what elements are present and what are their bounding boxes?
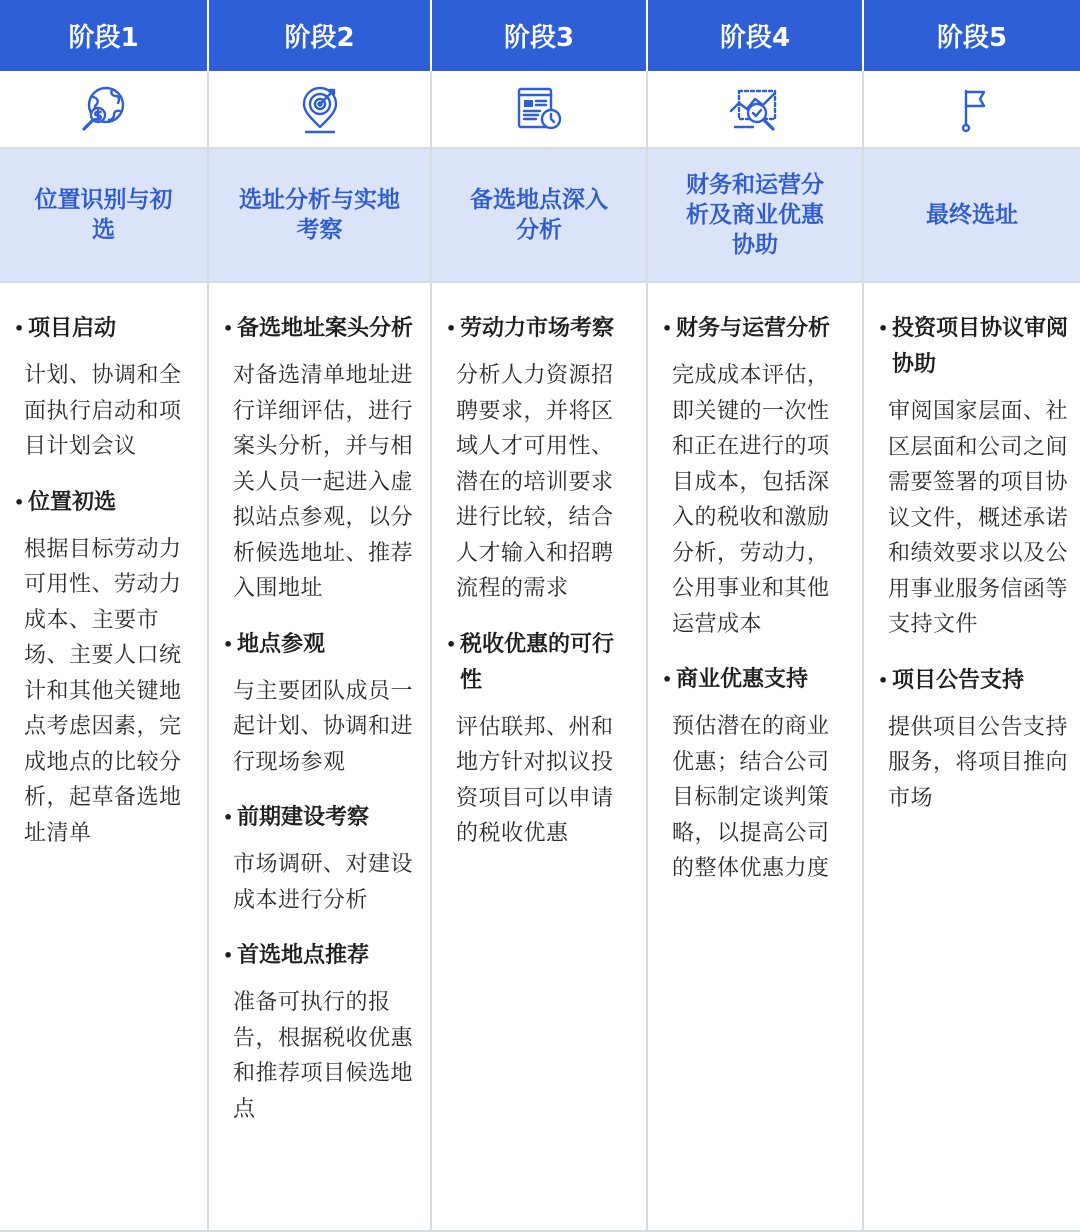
item-title: • 项目启动 (14, 311, 195, 347)
stage-1-icon-cell (0, 71, 209, 149)
item-title: • 投资项目协议审阅协助 (878, 311, 1068, 383)
item-title: • 商业优惠支持 (662, 662, 850, 698)
item-text: 对备选清单地址进行详细评估，进行案头分析，并与相关人员一起进入虚拟站点参观，以分析候选地址、推荐入围地址 (233, 363, 414, 601)
item-text: 根据目标劳动力可用性、劳动力成本、主要市场、主要人口统计和其他关键地点考虑因素，完成地点的比较分析，起草备选地址清单 (24, 536, 182, 846)
stage-3-title: 备选地点深入分析 (432, 149, 648, 283)
item-text: 计划、协调和全面执行启动和项目计划会议 (24, 363, 182, 459)
list-item (446, 311, 634, 607)
list-item (14, 311, 195, 465)
stage-1-title: 位置识别与初选 (0, 149, 209, 283)
flag-icon (944, 81, 1000, 137)
stage-2-header: 阶段2 (209, 0, 432, 71)
item-title: • 备选地址案头分析 (223, 311, 418, 347)
item-text: 预估潜在的商业优惠；结合公司目标制定谈判策略，以提高公司的整体优惠力度 (672, 714, 830, 881)
item-title: • 前期建设考察 (223, 800, 418, 836)
item-title: • 项目公告支持 (878, 663, 1068, 699)
report-clock-icon (511, 81, 567, 137)
item-text: 分析人力资源招聘要求，并将区域人才可用性、潜在的培训要求进行比较，结合人才输入和招聘流程的需求 (456, 363, 614, 601)
stage-5-header: 阶段5 (864, 0, 1080, 71)
list-item (223, 938, 418, 1127)
stage-5-title: 最终选址 (864, 149, 1080, 283)
item-title: • 劳动力市场考察 (446, 311, 634, 347)
list-item (14, 485, 195, 852)
stage-4-icon-cell (648, 71, 864, 149)
stage-3-header: 阶段3 (432, 0, 648, 71)
stage-4-content (648, 283, 864, 1232)
item-title: • 位置初选 (14, 485, 195, 521)
list-item (662, 311, 850, 642)
stage-4-title: 财务和运营分析及商业优惠协助 (648, 149, 864, 283)
stage-3-icon-cell (432, 71, 648, 149)
stage-2-icon-cell (209, 71, 432, 149)
item-text: 评估联邦、州和地方针对拟议投资项目可以申请的税收优惠 (456, 714, 614, 846)
stage-1-header: 阶段1 (0, 0, 209, 71)
item-text: 完成成本评估，即关键的一次性和正在进行的项目成本，包括深入的税收和激励分析，劳动力，公用事业和其他运营成本 (672, 363, 830, 637)
stage-5-icon-cell (864, 71, 1080, 149)
item-title: • 首选地点推荐 (223, 938, 418, 974)
target-pin-icon (292, 81, 348, 137)
item-title: • 税收优惠的可行性 (446, 627, 634, 699)
list-item (878, 311, 1068, 643)
list-item (223, 800, 418, 918)
item-title: • 地点参观 (223, 627, 418, 663)
stage-5-content (864, 283, 1080, 1232)
list-item (662, 662, 850, 887)
item-title: • 财务与运营分析 (662, 311, 850, 347)
stage-1-content (0, 283, 209, 1232)
item-text: 审阅国家层面、社区层面和公司之间需要签署的项目协议文件，概述承诺和绩效要求以及公用事业服务信函等支持文件 (888, 399, 1069, 637)
list-item (223, 311, 418, 607)
chart-magnifier-icon (727, 81, 783, 137)
stage-2-title: 选址分析与实地考察 (209, 149, 432, 283)
item-text: 提供项目公告支持服务，将项目推向市场 (888, 714, 1069, 811)
list-item (446, 627, 634, 852)
list-item (223, 627, 418, 781)
stage-2-content (209, 283, 432, 1232)
globe-dollar-icon (76, 81, 132, 137)
stage-3-content (432, 283, 648, 1232)
stage-4-header: 阶段4 (648, 0, 864, 71)
item-text: 市场调研、对建设成本进行分析 (233, 852, 414, 913)
list-item (878, 663, 1068, 817)
item-text: 与主要团队成员一起计划、协调和进行现场参观 (233, 678, 414, 775)
item-text: 准备可执行的报告，根据税收优惠和推荐项目候选地点 (233, 990, 414, 1122)
